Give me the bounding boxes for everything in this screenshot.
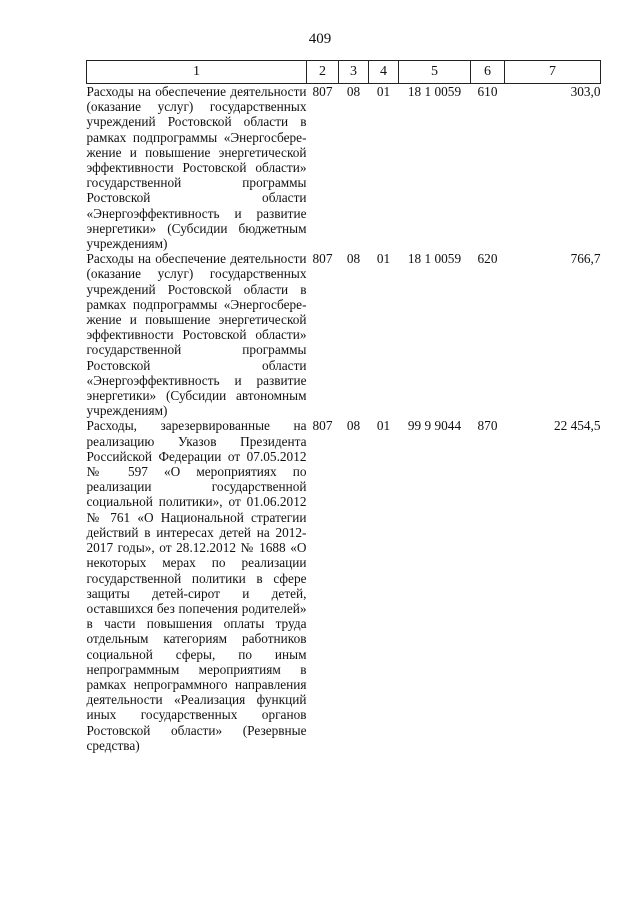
header-col-6: 6 <box>471 61 505 84</box>
budget-table <box>86 60 601 753</box>
header-col-7: 7 <box>505 61 601 84</box>
row-subsection-code: 01 <box>376 418 391 434</box>
row-section-code: 08 <box>346 418 361 434</box>
table-row <box>87 84 601 252</box>
row-expense-type-code: 620 <box>477 251 498 267</box>
page-number: 409 <box>308 31 332 47</box>
row-section-code: 08 <box>346 251 361 267</box>
row-description: Расходы на обеспечение деятельности (оказание услуг) государственных учреждений Ростовской области в рамках подпрограммы «Энергосбережение и повышение энергетической эффективности Ростовской области» государственной программы Ростовской области «Энергоэффективность и развитие энергетики» (Субсидии бюджетным учреждениям) <box>86 84 307 252</box>
header-col-3: 3 <box>339 61 369 84</box>
row-description: Расходы, зарезервированные на реализацию Указов Президента Российской Федерации от 07.05.2012 № 597 «О мероприятиях по реализации государственной социальной политики», от 01.06.2012 № 761 «О Национальной стратегии действий в интересах детей на 2012-2017 годы», от 28.12.2012 № 1688 «О некоторых мерах по реализации государственной политики в сфере защиты детей-сирот и детей, оставшихся без попечения родителей» в части повышения оплаты труда отдельным категориям работников социальной сферы, по иным непрограммным мероприятиям в рамках непрограммного направления деятельности «Реализация функций иных государственных органов Ростовской области» (Резервные средства) <box>86 418 307 753</box>
header-col-1: 1 <box>87 61 307 84</box>
table-row <box>87 418 601 752</box>
row-amount: 22 454,5 <box>553 418 601 434</box>
row-section-code: 08 <box>346 84 361 99</box>
row-subsection-code: 01 <box>376 84 391 99</box>
row-amount: 766,7 <box>570 251 601 267</box>
header-col-2: 2 <box>307 61 339 84</box>
row-amount: 303,0 <box>570 84 601 99</box>
table-header-row <box>87 61 601 84</box>
row-target-code: 18 1 0059 <box>407 251 462 267</box>
header-col-5: 5 <box>399 61 471 84</box>
row-expense-type-code: 610 <box>477 84 498 99</box>
row-target-code: 18 1 0059 <box>407 84 462 99</box>
row-target-code: 99 9 9044 <box>407 418 462 434</box>
header-col-4: 4 <box>369 61 399 84</box>
row-ministry-code: 807 <box>312 418 333 434</box>
row-description: Расходы на обеспечение деятельности (оказание услуг) государственных учреждений Ростовской области в рамках подпрограммы «Энергосбережение и повышение энергетической эффективности Ростовской области» государственной программы Ростовской области «Энергоэффективность и развитие энергетики» (Субсидии автономным учреждениям) <box>86 251 307 419</box>
row-expense-type-code: 870 <box>477 418 498 434</box>
row-ministry-code: 807 <box>312 84 333 99</box>
row-ministry-code: 807 <box>312 251 333 267</box>
table-row <box>87 251 601 418</box>
row-subsection-code: 01 <box>376 251 391 267</box>
